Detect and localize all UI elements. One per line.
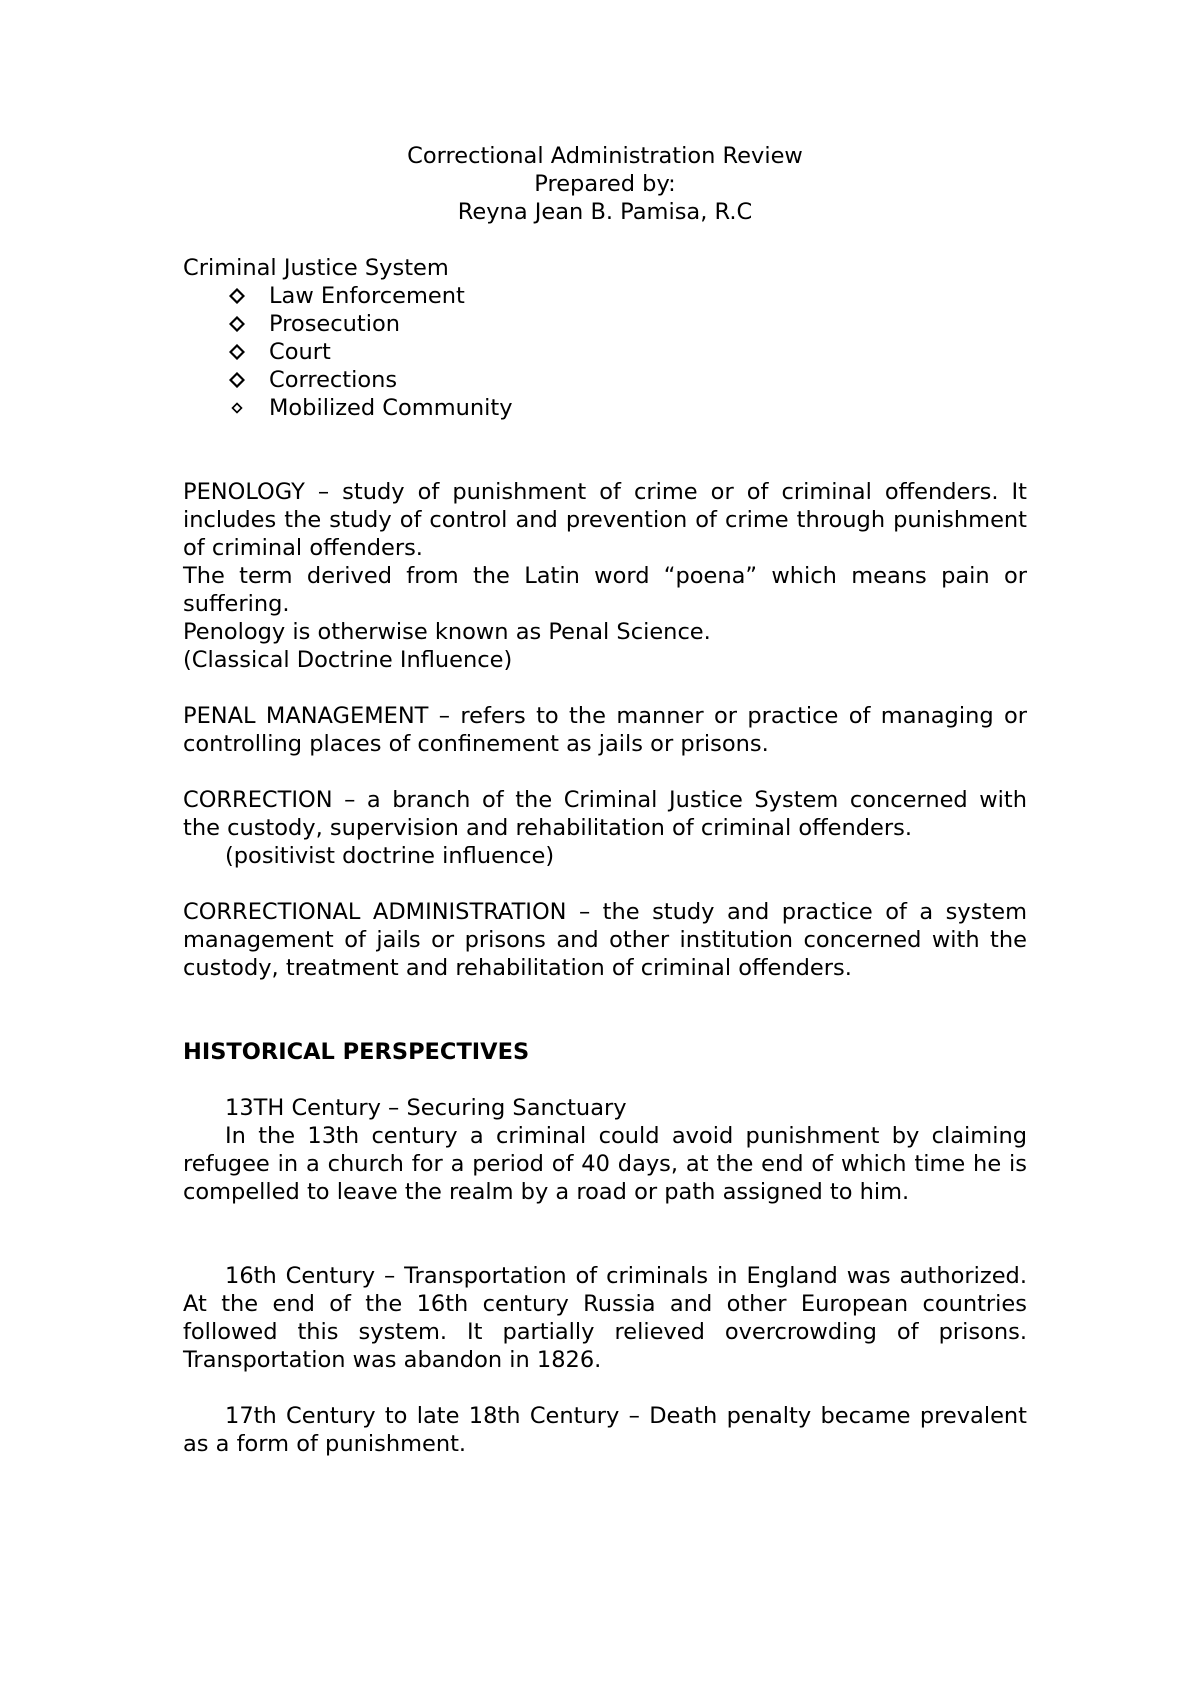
century-17-text: 17th Century to late 18th Century – Death penalty became prevalent as a form of punishment. (183, 1403, 1027, 1457)
prepared-by-label: Prepared by: (534, 171, 676, 197)
author-name: Reyna Jean B. Pamisa, R.C (457, 199, 753, 225)
century-16-text: 16th Century – Transportation of criminals in England was authorized. At the end of the 16th century Russia and other European countries followed this system. It partially relieved overcrowding of prisons. Transportation was abandon in 1826. (183, 1263, 1027, 1373)
century-13-text: In the 13th century a criminal could avoid punishment by claiming refugee in a church for a period of 40 days, at the end of which time he is compelled to leave the realm by a road or path assigned to him. (183, 1123, 1027, 1205)
diamond-bullet-icon (227, 310, 247, 338)
correction-influence: (positivist doctrine influence) (225, 843, 555, 869)
penology-definition: PENOLOGY – study of punishment of crime or of criminal offenders. It includes the study of control and prevention of crime through punishment of criminal offenders. (183, 479, 1027, 561)
list-item: Prosecution (183, 310, 1027, 338)
document-page (183, 142, 1027, 1458)
century-13-title: 13TH Century – Securing Sanctuary (225, 1095, 627, 1121)
diamond-bullet-icon (227, 282, 247, 310)
list-item: Corrections (183, 366, 1027, 394)
diamond-bullet-icon (227, 366, 247, 394)
list-item: Law Enforcement (183, 282, 1027, 310)
list-item: Court (183, 338, 1027, 366)
small-diamond-bullet-icon (227, 394, 247, 422)
penology-influence: (Classical Doctrine Influence) (183, 647, 513, 673)
list-item: Mobilized Community (183, 394, 1027, 422)
penal-management-definition: PENAL MANAGEMENT – refers to the manner or practice of managing or controlling places of confinement as jails or prisons. (183, 703, 1027, 757)
penology-etymology: The term derived from the Latin word “poena” which means pain or suffering. (183, 563, 1027, 617)
diamond-bullet-icon (227, 338, 247, 366)
document-title: Correctional Administration Review (407, 143, 803, 169)
penology-alias: Penology is otherwise known as Penal Science. (183, 619, 711, 645)
correction-definition: CORRECTION – a branch of the Criminal Justice System concerned with the custody, supervision and rehabilitation of criminal offenders. (183, 787, 1027, 841)
cjs-title: Criminal Justice System (183, 255, 449, 281)
cjs-list (183, 282, 1027, 422)
historical-perspectives-heading: HISTORICAL PERSPECTIVES (183, 1039, 530, 1065)
correctional-administration-definition: CORRECTIONAL ADMINISTRATION – the study and practice of a system management of jails or prisons and other institution concerned with the custody, treatment and rehabilitation of criminal offenders. (183, 899, 1027, 981)
